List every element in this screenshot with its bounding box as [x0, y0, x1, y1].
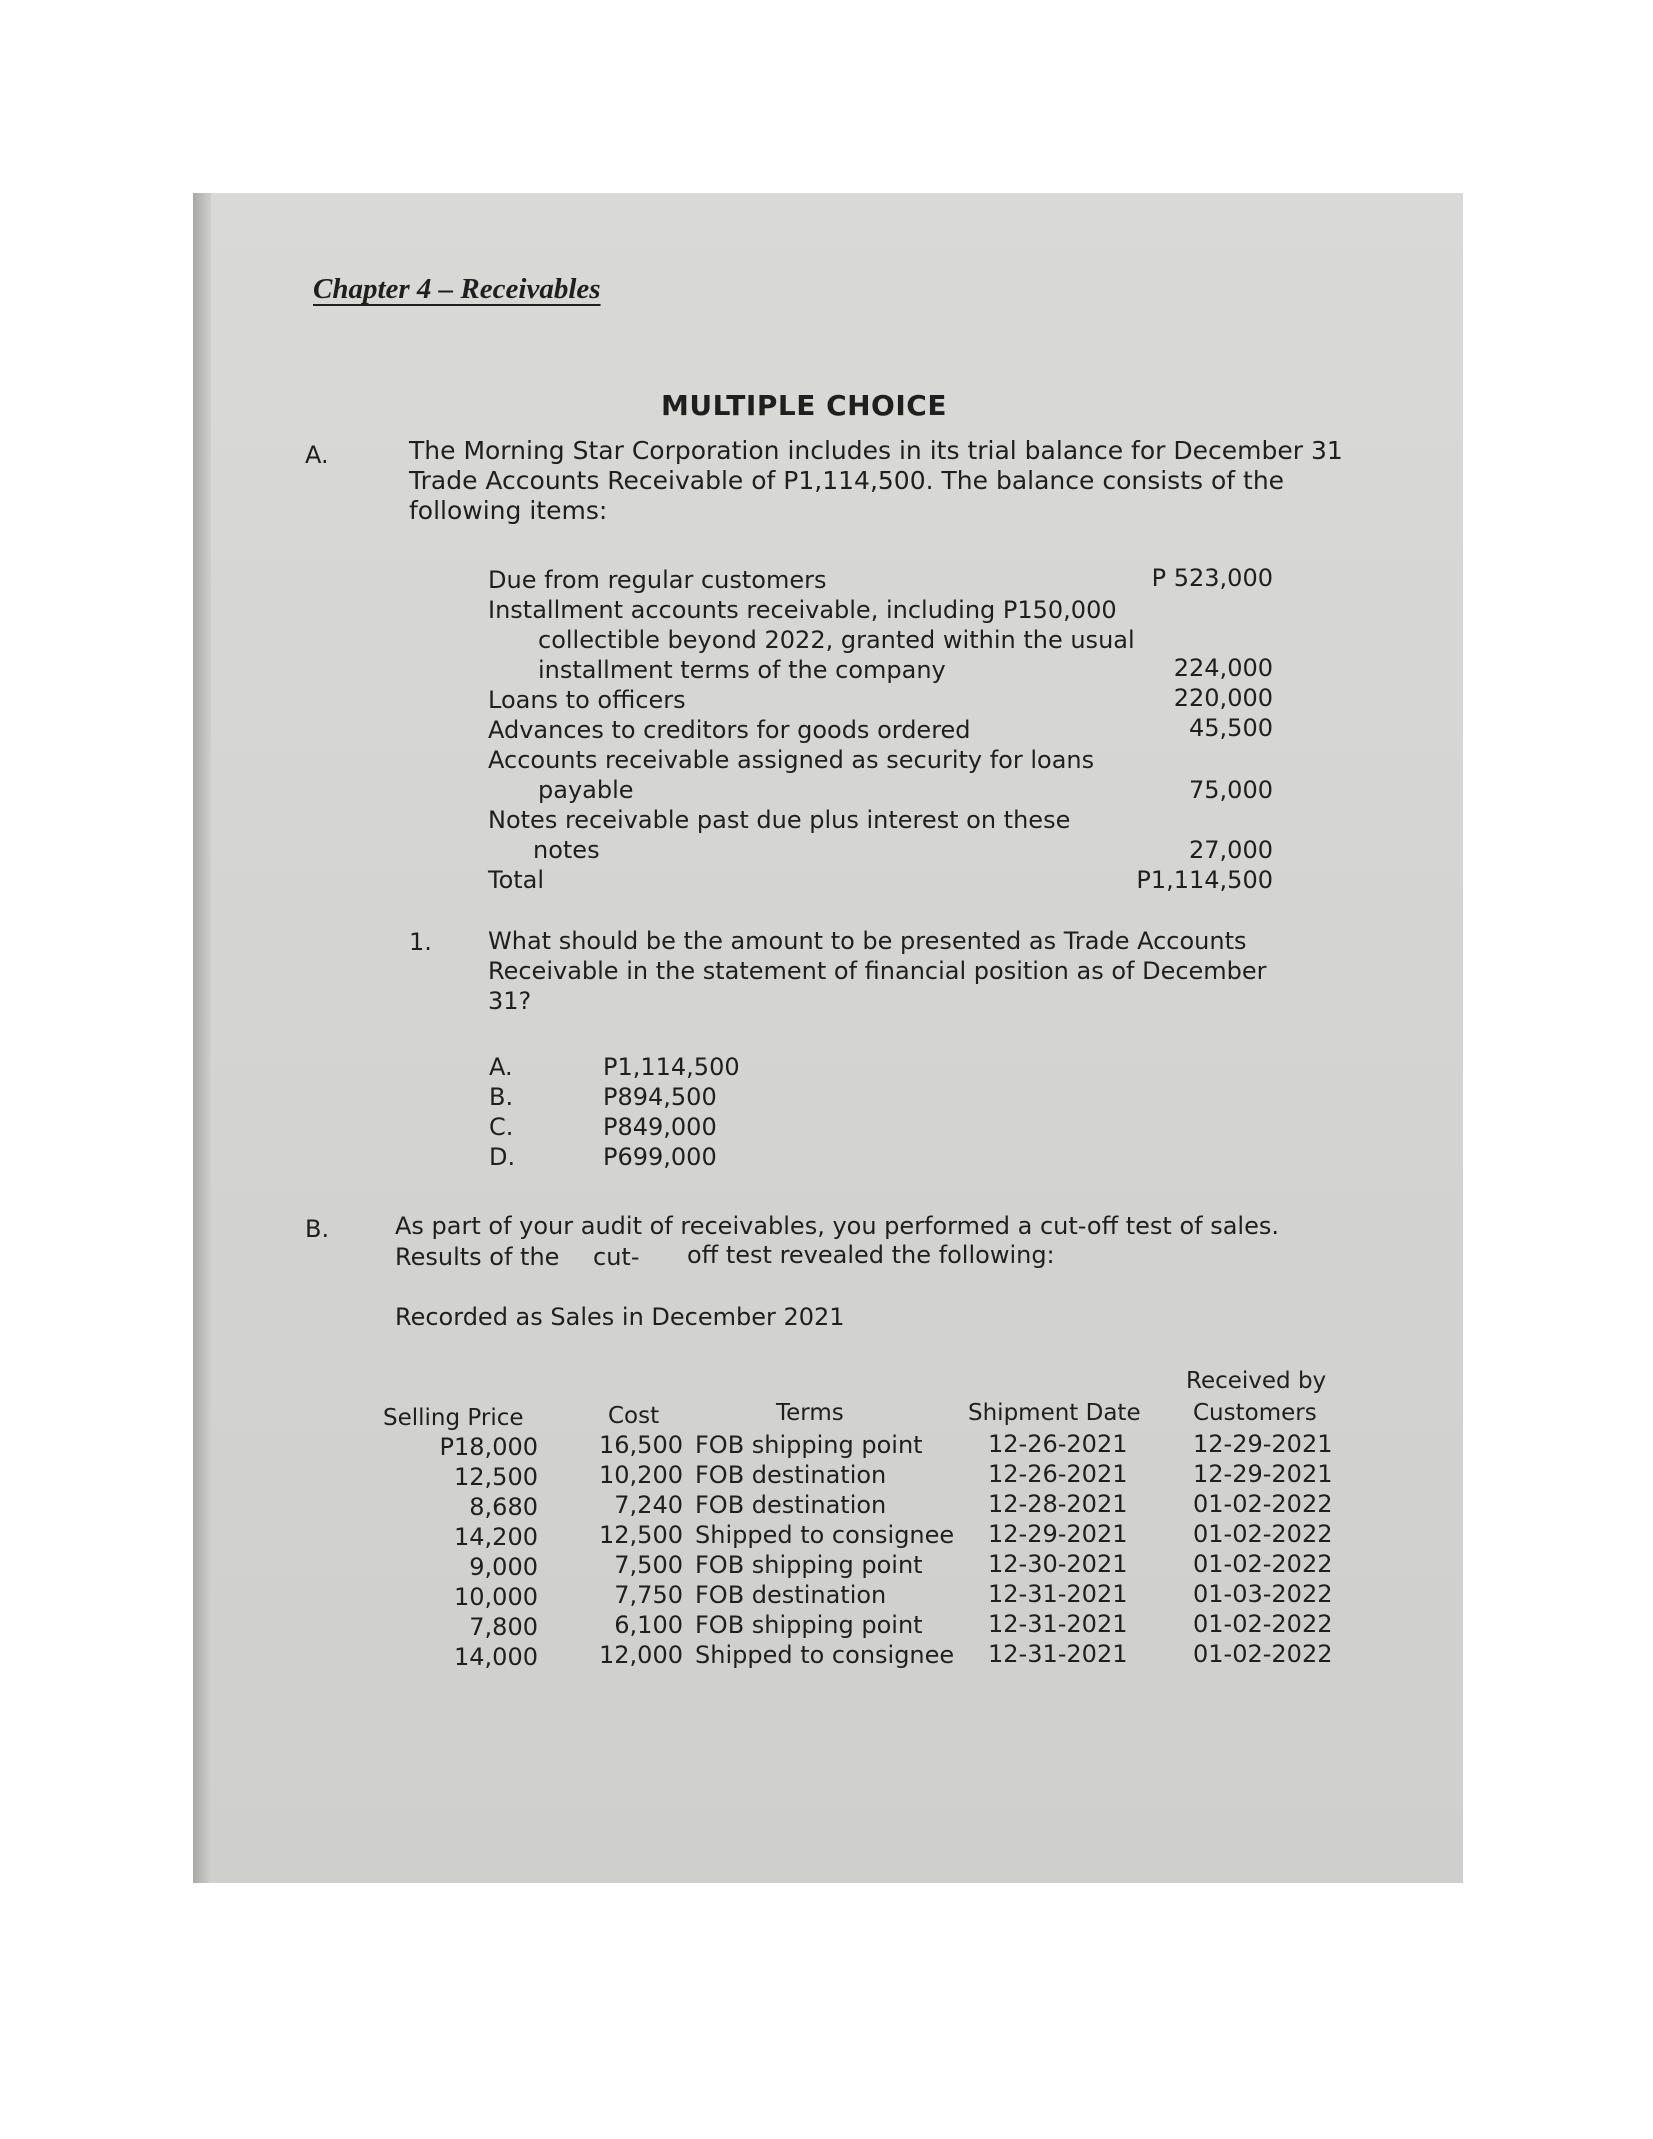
total-label: Total	[488, 866, 545, 894]
item-description-cont: collectible beyond 2022, granted within the usual	[538, 626, 1135, 654]
cell-selling-price: 10,000	[454, 1583, 538, 1611]
cell-received-date: 01-02-2022	[1193, 1640, 1333, 1668]
cell-shipment-date: 12-31-2021	[988, 1640, 1128, 1668]
item-amount: 75,000	[1189, 776, 1273, 804]
option-letter: D.	[489, 1143, 516, 1171]
cell-cost: 16,500	[599, 1431, 683, 1459]
cell-received-date: 01-02-2022	[1193, 1520, 1333, 1548]
option-value: P894,500	[603, 1083, 717, 1111]
option-value: P699,000	[603, 1143, 717, 1171]
col-header-customers: Customers	[1193, 1400, 1317, 1426]
question-line: Receivable in the statement of financial position as of December	[488, 957, 1267, 985]
intro-line: Trade Accounts Receivable of P1,114,500. The balance consists of the	[409, 466, 1285, 495]
problem-a-label: A.	[305, 441, 329, 469]
cell-shipment-date: 12-28-2021	[988, 1490, 1128, 1518]
col-header-selling-price: Selling Price	[383, 1405, 524, 1431]
cell-selling-price: 14,200	[454, 1523, 538, 1551]
col-header-received-by: Received by	[1186, 1368, 1327, 1394]
option-value: P849,000	[603, 1113, 717, 1141]
cell-shipment-date: 12-30-2021	[988, 1550, 1128, 1578]
cell-terms: FOB destination	[695, 1491, 887, 1519]
option-letter: B.	[489, 1083, 514, 1111]
cell-received-date: 12-29-2021	[1193, 1460, 1333, 1488]
cell-selling-price: 12,500	[454, 1463, 538, 1491]
item-description: Due from regular customers	[488, 566, 827, 594]
problem-b-intro-line2a: Results of the	[395, 1243, 560, 1271]
cell-terms: FOB destination	[695, 1581, 887, 1609]
question-number: 1.	[409, 928, 432, 956]
problem-b-intro-line2c: off test revealed the following:	[687, 1241, 1055, 1269]
cell-shipment-date: 12-26-2021	[988, 1460, 1128, 1488]
problem-b-intro-line1: As part of your audit of receivables, you performed a cut-off test of sales.	[395, 1212, 1279, 1240]
question-text	[488, 926, 1267, 1016]
cell-received-date: 01-02-2022	[1193, 1550, 1333, 1578]
cell-cost: 10,200	[599, 1461, 683, 1489]
cell-received-date: 01-02-2022	[1193, 1610, 1333, 1638]
cell-terms: Shipped to consignee	[695, 1521, 955, 1549]
cell-shipment-date: 12-29-2021	[988, 1520, 1128, 1548]
cell-received-date: 12-29-2021	[1193, 1430, 1333, 1458]
cell-terms: FOB shipping point	[695, 1551, 923, 1579]
item-description: Installment accounts receivable, including P150,000	[488, 596, 1117, 624]
chapter-title: Chapter 4 – Receivables	[313, 273, 601, 305]
page-edge-shadow	[193, 193, 211, 1883]
item-description-cont: notes	[533, 836, 600, 864]
item-amount: 45,500	[1189, 714, 1273, 742]
cell-shipment-date: 12-31-2021	[988, 1610, 1128, 1638]
problem-b-label: B.	[305, 1215, 330, 1243]
question-line: 31?	[488, 987, 532, 1015]
document-photo	[193, 193, 1463, 1883]
total-amount: P1,114,500	[1136, 866, 1273, 894]
section-heading: MULTIPLE CHOICE	[661, 389, 947, 422]
item-description-cont: payable	[538, 776, 634, 804]
cell-shipment-date: 12-31-2021	[988, 1580, 1128, 1608]
subheading: Recorded as Sales in December 2021	[395, 1303, 845, 1331]
option-letter: C.	[489, 1113, 514, 1141]
cell-cost: 7,240	[614, 1491, 683, 1519]
cell-terms: FOB shipping point	[695, 1431, 923, 1459]
cell-shipment-date: 12-26-2021	[988, 1430, 1128, 1458]
intro-line: following items:	[409, 496, 608, 525]
cell-cost: 7,750	[614, 1581, 683, 1609]
col-header-cost: Cost	[608, 1403, 660, 1429]
cell-received-date: 01-02-2022	[1193, 1490, 1333, 1518]
cell-selling-price: P18,000	[439, 1433, 538, 1461]
item-amount: 224,000	[1173, 654, 1273, 682]
cell-terms: FOB destination	[695, 1461, 887, 1489]
cell-cost: 7,500	[614, 1551, 683, 1579]
cell-cost: 6,100	[614, 1611, 683, 1639]
problem-a-intro	[409, 436, 1343, 526]
col-header-terms: Terms	[776, 1400, 844, 1426]
item-description: Advances to creditors for goods ordered	[488, 716, 971, 744]
option-letter: A.	[489, 1053, 513, 1081]
item-amount: 27,000	[1189, 836, 1273, 864]
question-line: What should be the amount to be presented as Trade Accounts	[488, 927, 1247, 955]
cell-received-date: 01-03-2022	[1193, 1580, 1333, 1608]
cell-selling-price: 14,000	[454, 1643, 538, 1671]
item-description-cont: installment terms of the company	[538, 656, 946, 684]
problem-b-intro-line2b: cut-	[593, 1243, 640, 1271]
cell-cost: 12,500	[599, 1521, 683, 1549]
item-description: Accounts receivable assigned as security for loans	[488, 746, 1095, 774]
item-description: Notes receivable past due plus interest on these	[488, 806, 1071, 834]
cell-terms: FOB shipping point	[695, 1611, 923, 1639]
option-value: P1,114,500	[603, 1053, 740, 1081]
intro-line: The Morning Star Corporation includes in its trial balance for December 31	[409, 436, 1343, 465]
cell-selling-price: 8,680	[469, 1493, 538, 1521]
item-amount: 220,000	[1173, 684, 1273, 712]
item-description: Loans to officers	[488, 686, 686, 714]
cell-selling-price: 9,000	[469, 1553, 538, 1581]
cell-cost: 12,000	[599, 1641, 683, 1669]
item-amount: P 523,000	[1151, 564, 1273, 592]
cell-selling-price: 7,800	[469, 1613, 538, 1641]
cell-terms: Shipped to consignee	[695, 1641, 955, 1669]
col-header-shipment-date: Shipment Date	[968, 1400, 1141, 1426]
